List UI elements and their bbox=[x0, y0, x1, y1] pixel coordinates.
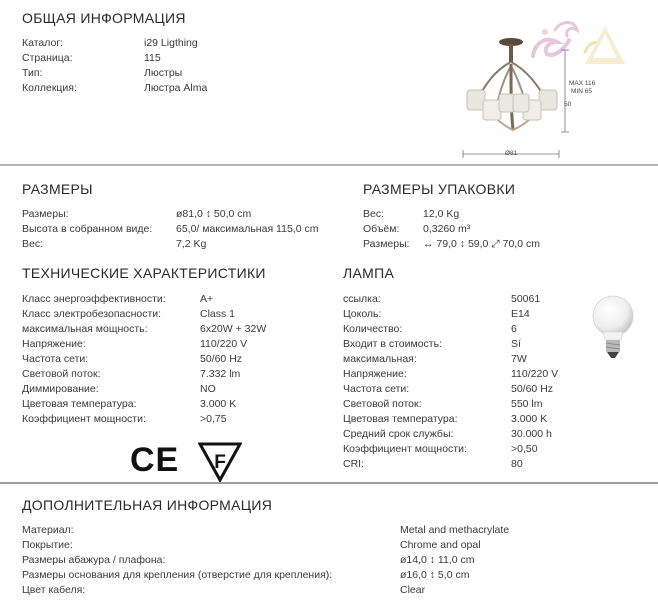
dimensions-value: ø81,0 ↕ 50,0 cm bbox=[176, 208, 252, 220]
lamp-value: 7W bbox=[511, 353, 527, 365]
technical-value: 6x20W + 32W bbox=[200, 323, 267, 335]
additional-value: ø14,0 ↕ 11,0 cm bbox=[400, 554, 475, 566]
technical-value: 50/60 Hz bbox=[200, 353, 243, 365]
lamp-value: 80 bbox=[511, 458, 523, 470]
lamp-value: 110/220 V bbox=[511, 368, 559, 380]
general-value: Люстры bbox=[144, 67, 183, 79]
ce-mark: CE bbox=[130, 441, 180, 479]
drawing-height-min: MIN 65 bbox=[571, 88, 592, 95]
f-mark-triangle-icon bbox=[198, 442, 242, 482]
drawing-height-max: MAX 116 bbox=[569, 80, 596, 87]
divider bbox=[0, 482, 658, 484]
technical-label: Частота сети: bbox=[22, 353, 89, 365]
additional-value: Metal and methacrylate bbox=[400, 524, 510, 536]
lamp-label: максимальная: bbox=[343, 353, 417, 365]
packaging-value: ↔ 79,0 ↕ 59,0 ⤢ 70,0 cm bbox=[423, 238, 540, 250]
additional-value: Chrome and opal bbox=[400, 539, 481, 551]
lamp-value: 6 bbox=[511, 323, 517, 335]
general-value: i29 Ligthing bbox=[144, 37, 198, 49]
lamp-value: 50/60 Hz bbox=[511, 383, 554, 395]
general-value: Люстра Alma bbox=[144, 82, 208, 94]
general-value: 115 bbox=[144, 52, 161, 64]
technical-label: максимальная мощность: bbox=[22, 323, 148, 335]
technical-label: Диммирование: bbox=[22, 383, 99, 395]
technical-label: Напряжение: bbox=[22, 338, 86, 350]
packaging-value: 12,0 Kg bbox=[423, 208, 460, 220]
lamp-label: Напряжение: bbox=[343, 368, 407, 380]
dimensions-label: Вес: bbox=[22, 238, 44, 250]
lamp-label: Цветовая температура: bbox=[343, 413, 458, 425]
lamp-label: Входит в стоимость: bbox=[343, 338, 442, 350]
lamp-label: Средний срок службы: bbox=[343, 428, 454, 440]
additional-label: Покрытие: bbox=[22, 539, 73, 551]
technical-title: ТЕХНИЧЕСКИЕ ХАРАКТЕРИСТИКИ bbox=[22, 265, 266, 281]
lamp-title: ЛАМПА bbox=[343, 265, 395, 281]
general-label: Каталог: bbox=[22, 37, 64, 49]
technical-value: 3.000 K bbox=[200, 398, 237, 410]
dimensions-title: РАЗМЕРЫ bbox=[22, 181, 93, 197]
dimensions-value: 65,0/ максимальная 115,0 cm bbox=[176, 223, 319, 235]
additional-value: ø16,0 ↕ 5,0 cm bbox=[400, 569, 470, 581]
additional-label: Цвет кабеля: bbox=[22, 584, 86, 596]
lamp-value: >0,50 bbox=[511, 443, 538, 455]
lamp-value: 30.000 h bbox=[511, 428, 552, 440]
additional-value: Clear bbox=[400, 584, 426, 596]
dimensions-value: 7,2 Kg bbox=[176, 238, 207, 250]
lamp-label: Коэффициент мощности: bbox=[343, 443, 467, 455]
f-mark-letter: F bbox=[214, 452, 226, 473]
lamp-value: 550 lm bbox=[511, 398, 543, 410]
light-bulb-icon bbox=[588, 292, 638, 370]
drawing-height-fixed: 50 bbox=[564, 101, 572, 108]
technical-label: Класс электробезопасности: bbox=[22, 308, 162, 320]
additional-label: Размеры основания для крепления (отверстие для крепления): bbox=[22, 569, 333, 581]
dimensions-label: Высота в собранном виде: bbox=[22, 223, 153, 235]
divider bbox=[0, 164, 658, 166]
additional-label: Размеры абажура / плафона: bbox=[22, 554, 166, 566]
technical-value: 7.332 lm bbox=[200, 368, 241, 380]
dimensions-label: Размеры: bbox=[22, 208, 69, 220]
packaging-label: Вес: bbox=[363, 208, 385, 220]
lamp-label: Частота сети: bbox=[343, 383, 410, 395]
technical-label: Цветовая температура: bbox=[22, 398, 137, 410]
lamp-label: ссылка: bbox=[343, 293, 381, 305]
general-label: Страница: bbox=[22, 52, 73, 64]
technical-value: 110/220 V bbox=[200, 338, 248, 350]
lamp-label: CRI: bbox=[343, 458, 364, 470]
technical-label: Световой поток: bbox=[22, 368, 101, 380]
technical-label: Класс энергоэффективности: bbox=[22, 293, 166, 305]
chandelier-drawing bbox=[455, 30, 580, 165]
lamp-value: Sí bbox=[511, 338, 521, 350]
lamp-value: E14 bbox=[511, 308, 530, 320]
general-title: ОБЩАЯ ИНФОРМАЦИЯ bbox=[22, 10, 186, 26]
technical-value: >0,75 bbox=[200, 413, 227, 425]
technical-value: A+ bbox=[200, 293, 214, 305]
packaging-label: Размеры: bbox=[363, 238, 410, 250]
lamp-value: 3.000 K bbox=[511, 413, 548, 425]
technical-value: Class 1 bbox=[200, 308, 236, 320]
packaging-label: Объём: bbox=[363, 223, 400, 235]
general-label: Тип: bbox=[22, 67, 43, 79]
drawing-diameter: Ø81 bbox=[505, 150, 518, 157]
packaging-title: РАЗМЕРЫ УПАКОВКИ bbox=[363, 181, 516, 197]
lamp-label: Цоколь: bbox=[343, 308, 382, 320]
technical-value: NO bbox=[200, 383, 216, 395]
additional-title: ДОПОЛНИТЕЛЬНАЯ ИНФОРМАЦИЯ bbox=[22, 497, 273, 513]
general-label: Коллекция: bbox=[22, 82, 77, 94]
lamp-value: 50061 bbox=[511, 293, 541, 305]
lamp-label: Световой поток: bbox=[343, 398, 422, 410]
packaging-value: 0,3260 m³ bbox=[423, 223, 471, 235]
technical-label: Коэффициент мощности: bbox=[22, 413, 146, 425]
lamp-label: Количество: bbox=[343, 323, 403, 335]
additional-label: Материал: bbox=[22, 524, 74, 536]
